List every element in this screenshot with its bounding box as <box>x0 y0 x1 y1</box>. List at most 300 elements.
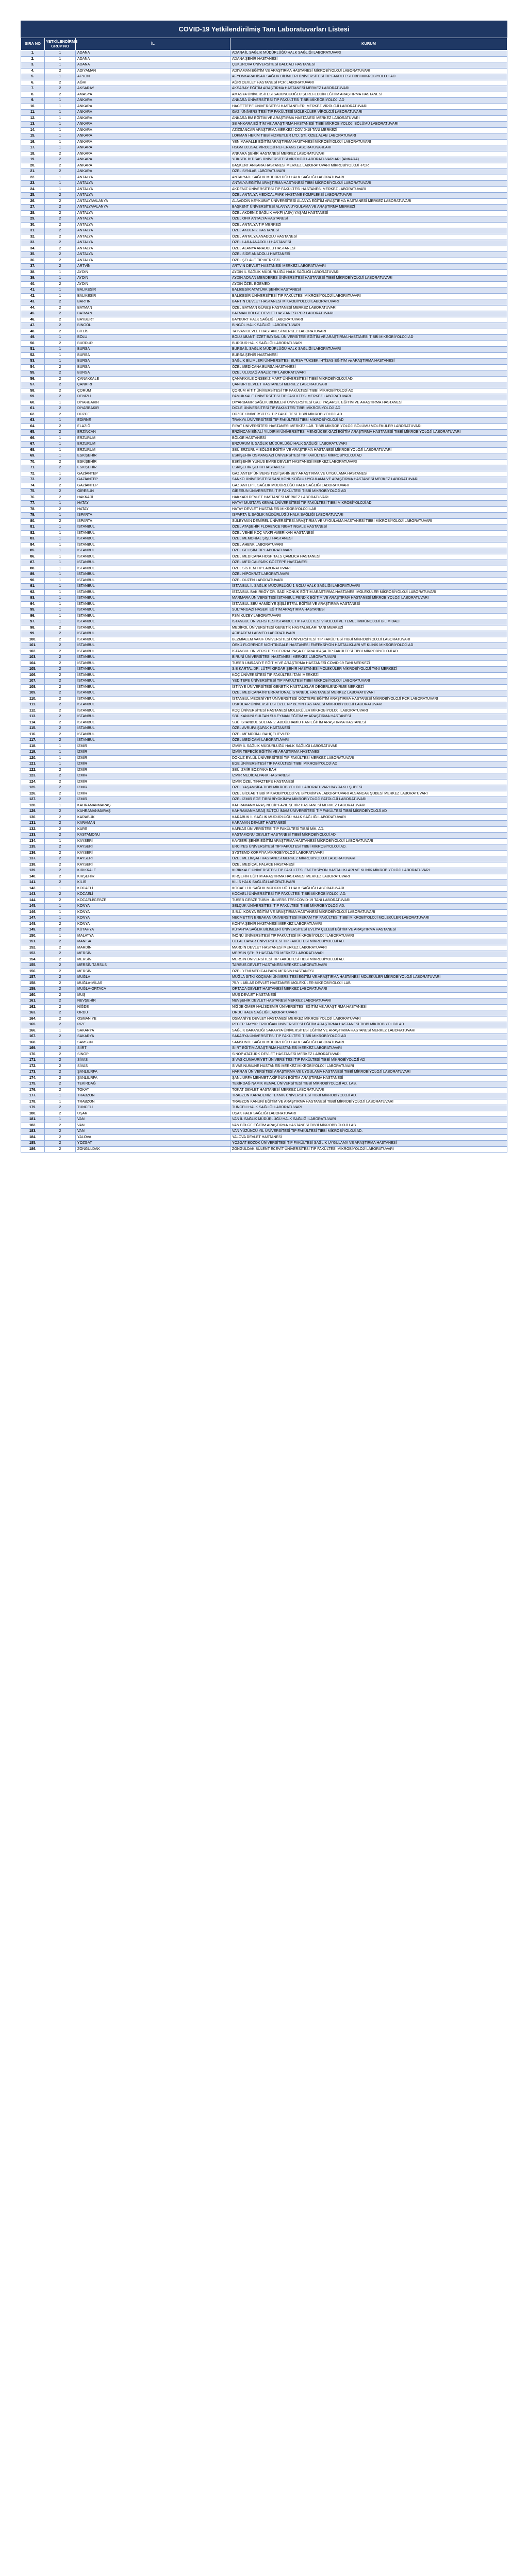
grup-no-cell: 2 <box>45 210 76 216</box>
kurum-cell: ANKARA BM EĞİTİM VE ARAŞTIRMA HASTANESİ MERKEZ LABORATUVARI <box>230 115 507 122</box>
table-row <box>21 927 507 934</box>
table-row <box>21 542 507 548</box>
il-cell: BURSA <box>76 352 230 359</box>
table-row <box>21 435 507 442</box>
grup-no-cell: 2 <box>45 216 76 223</box>
il-cell: ANTALYA <box>76 258 230 264</box>
il-cell: İSTANBUL <box>76 679 230 685</box>
kurum-cell: SİNOP ATATÜRK DEVLET HASTANESİ MERKEZ LABORATUVARI <box>230 1052 507 1058</box>
grup-no-cell: 2 <box>45 738 76 744</box>
il-cell: İSTANBUL <box>76 708 230 714</box>
il-cell: ANTALYA/ALANYA <box>76 198 230 205</box>
sira-no-cell: 83. <box>21 536 45 543</box>
grup-no-cell: 2 <box>45 205 76 211</box>
il-cell: ANTALYA <box>76 240 230 246</box>
grup-no-cell: 1 <box>45 139 76 145</box>
kurum-cell: ÖZEL ULUDAĞ ANALİZ TIP LABORATUVARI <box>230 370 507 377</box>
grup-no-cell: 1 <box>45 1093 76 1099</box>
kurum-cell: İZMİR MEDİCALPARK HASTANESİ <box>230 773 507 779</box>
table-row <box>21 773 507 779</box>
il-cell: RİZE <box>76 1022 230 1028</box>
kurum-cell: İSTANBUL ÜNİVERSİTESİ İSTANBUL TIP FAKÜLTESİ VİROLOJİ VE TEMEL İMMÜNOLOJİ BİLİM DALI <box>230 619 507 625</box>
kurum-cell: MEDİPOL ÜNİVERSİTESİ GENETİK HASTALIKLARI TANI MERKEZİ <box>230 625 507 631</box>
table-row <box>21 572 507 578</box>
il-cell: ANTALYA <box>76 175 230 181</box>
grup-no-cell: 1 <box>45 418 76 424</box>
grup-no-cell: 2 <box>45 880 76 886</box>
table-row <box>21 761 507 768</box>
grup-no-cell: 1 <box>45 904 76 910</box>
grup-no-cell: 2 <box>45 892 76 898</box>
sira-no-cell: 171. <box>21 1058 45 1064</box>
grup-no-cell: 2 <box>45 68 76 74</box>
grup-no-cell: 2 <box>45 957 76 963</box>
sira-no-cell: 54. <box>21 364 45 370</box>
grup-no-cell: 2 <box>45 406 76 412</box>
sira-no-cell: 73. <box>21 477 45 483</box>
table-row <box>21 1146 507 1153</box>
sira-no-cell: 99. <box>21 631 45 637</box>
sira-no-cell: 131. <box>21 821 45 827</box>
table-row <box>21 145 507 151</box>
grup-no-cell: 1 <box>45 513 76 519</box>
il-cell: SİNOP <box>76 1052 230 1058</box>
sira-no-cell: 141. <box>21 880 45 886</box>
sira-no-cell: 161. <box>21 998 45 1005</box>
sira-no-cell: 98. <box>21 625 45 631</box>
table-row <box>21 945 507 951</box>
il-cell: KARAMAN <box>76 821 230 827</box>
il-cell: NİĞDE <box>76 1004 230 1010</box>
sira-no-cell: 133. <box>21 833 45 839</box>
il-cell: ADANA <box>76 50 230 57</box>
il-cell: SİİRT <box>76 1046 230 1052</box>
kurum-cell: ÖZEL MEDICANA HOSPITALS ÇAMLICA HASTANESİ <box>230 554 507 560</box>
kurum-cell: İZMİR ÖZEL TINAZTEPE HASTANESİ <box>230 779 507 785</box>
il-cell: MERSİN <box>76 951 230 957</box>
il-cell: İSTANBUL <box>76 655 230 661</box>
sira-no-cell: 32. <box>21 234 45 240</box>
sira-no-cell: 113. <box>21 714 45 720</box>
kurum-cell: GAZİANTEP İL SAĞLIK MÜDÜRLÜĞÜ HALK SAĞLIĞI LABORATUVARI <box>230 483 507 489</box>
kurum-cell: BAYBURT HALK SAĞLIĞI LABORATUVARI <box>230 317 507 323</box>
table-row <box>21 246 507 252</box>
grup-no-cell: 1 <box>45 743 76 750</box>
kurum-cell: CELAL BAYAR ÜNİVERSİTESİ TIP FAKÜLTESİ MİKROBİYOLOJİ AD. <box>230 939 507 945</box>
sira-no-cell: 70. <box>21 459 45 465</box>
kurum-cell: KASTAMONU DEVLET HASTANESİ TIBBİ MİKROBİYOLOJİ AD <box>230 833 507 839</box>
kurum-cell: KARAMAN DEVLET HASTANESİ <box>230 821 507 827</box>
grup-no-cell: 2 <box>45 157 76 163</box>
il-cell: MERSİN <box>76 957 230 963</box>
table-row <box>21 904 507 910</box>
sira-no-cell: 13. <box>21 122 45 128</box>
sira-no-cell: 41. <box>21 287 45 294</box>
sira-no-cell: 122. <box>21 767 45 773</box>
kurum-cell: MUĞLA SITKI KOÇMAN ÜNİVERSİTESİ EĞİTİM VE ARAŞTIRMA HASTANESİ MOLEKÜLER MİKROBİYOLOJİ LABORATUVARI <box>230 975 507 981</box>
kurum-cell: SAKARYA ÜNİVERSİTESİ TIP FAKÜLTESİ TIBBİ MİKROBİYOLOJİ AD <box>230 1034 507 1040</box>
grup-no-cell: 2 <box>45 1058 76 1064</box>
sira-no-cell: 186. <box>21 1146 45 1153</box>
sira-no-cell: 55. <box>21 370 45 377</box>
table-row <box>21 856 507 862</box>
sira-no-cell: 16. <box>21 139 45 145</box>
grup-no-cell: 1 <box>45 536 76 543</box>
table-row <box>21 122 507 128</box>
grup-no-cell: 2 <box>45 459 76 465</box>
il-cell: ANKARA <box>76 122 230 128</box>
table-row <box>21 151 507 157</box>
il-cell: İSTANBUL <box>76 684 230 690</box>
table-row <box>21 50 507 57</box>
il-cell: ERZİNCAN <box>76 430 230 436</box>
il-cell: ANTALYA <box>76 228 230 234</box>
grup-no-cell: 1 <box>45 886 76 892</box>
sira-no-cell: 21. <box>21 169 45 175</box>
grup-no-cell: 1 <box>45 335 76 341</box>
il-cell: ADANA <box>76 62 230 69</box>
sira-no-cell: 17. <box>21 145 45 151</box>
sira-no-cell: 154. <box>21 957 45 963</box>
il-cell: KONYA <box>76 921 230 927</box>
sira-no-cell: 107. <box>21 679 45 685</box>
table-row <box>21 210 507 216</box>
table-row <box>21 370 507 377</box>
table-row <box>21 341 507 347</box>
kurum-cell: BİRUNİ ÜNİVERSİTESİ HASTANESİ MERKEZ LABORATUVARI <box>230 655 507 661</box>
table-row <box>21 459 507 465</box>
il-cell: NEVŞEHİR <box>76 998 230 1005</box>
table-row <box>21 1004 507 1010</box>
kurum-cell: PAMUKKALE ÜNİVERSİTESİ TIP FAKÜLTESİ MERKEZ LABORATUVARI <box>230 394 507 400</box>
il-cell: AFYON <box>76 74 230 80</box>
sira-no-cell: 36. <box>21 258 45 264</box>
grup-no-cell: 1 <box>45 74 76 80</box>
table-body <box>21 50 507 1153</box>
kurum-cell: AYDIN ÖZEL EGEMED <box>230 281 507 287</box>
table-row <box>21 447 507 453</box>
sira-no-cell: 64. <box>21 423 45 430</box>
il-cell: MUĞLA <box>76 975 230 981</box>
table-row <box>21 518 507 524</box>
table-row <box>21 702 507 708</box>
table-row <box>21 92 507 98</box>
il-cell: ELAZIĞ <box>76 423 230 430</box>
kurum-cell: İNÖNÜ ÜNİVERSİTESİ TIP FAKÜLTESİ MİKROBİYOLOJİ LABORATUVARI <box>230 933 507 939</box>
kurum-cell: ANTALYA İL SAĞLIK MÜDÜRLÜĞÜ HALK SAĞLIĞI LABORATUVARI <box>230 175 507 181</box>
il-cell: ERZURUM <box>76 435 230 442</box>
grup-no-cell: 2 <box>45 1075 76 1081</box>
kurum-cell: SAMSUN İL SAĞLIK MÜDÜRLÜĞÜ HALK SAĞLIĞI LABORATUVARI <box>230 1040 507 1046</box>
kurum-cell: ÇANAKKALE ONSEKİZ MART ÜNİVERSİTESİ TIBBİ MİKROBİYOLOJİ AD. <box>230 376 507 382</box>
table-row <box>21 767 507 773</box>
sira-no-cell: 43. <box>21 299 45 306</box>
il-cell: ESKİŞEHİR <box>76 453 230 460</box>
kurum-cell: ÖZEL İZMİR EGE TIBBİ BİYOKİMYA MİKROBİYOLOJİ PATOLOJİ LABORATUVARI <box>230 797 507 803</box>
table-row <box>21 477 507 483</box>
table-row <box>21 453 507 460</box>
table-row <box>21 696 507 702</box>
table-row <box>21 86 507 92</box>
kurum-cell: KOÇ ÜNİVERSİTESİ TIP FAKÜLTESİ TANI MERKEZİ <box>230 672 507 679</box>
table-row <box>21 631 507 637</box>
il-cell: OSMANİYE <box>76 1016 230 1022</box>
sira-no-cell: 1. <box>21 50 45 57</box>
sira-no-cell: 185. <box>21 1141 45 1147</box>
grup-no-cell: 2 <box>45 797 76 803</box>
table-row <box>21 198 507 205</box>
sira-no-cell: 129. <box>21 809 45 815</box>
grup-no-cell: 2 <box>45 815 76 821</box>
kurum-cell: YALOVA DEVLET HASTANESİ <box>230 1134 507 1141</box>
kurum-cell: AMASYA ÜNİVERSİTESİ SABUNCUOĞLU ŞEREFEDDİN EĞİTİM ARAŞTIRMA HASTANESİ <box>230 92 507 98</box>
il-cell: KIRIKKALE <box>76 868 230 874</box>
grup-no-cell: 1 <box>45 755 76 761</box>
kurum-cell: KAYSERİ ŞEHİR EĞİTİM ARAŞTIRMA HASTANESİ MİKROBİYOLOJİ LABORATUVARI <box>230 838 507 844</box>
il-cell: İSTANBUL <box>76 631 230 637</box>
sira-no-cell: 28. <box>21 210 45 216</box>
il-cell: İSTANBUL <box>76 660 230 667</box>
table-row <box>21 352 507 359</box>
kurum-cell: ÇANKIRI DEVLET HASTANESİ MERKEZ LABORATUVARI <box>230 382 507 388</box>
grup-no-cell: 2 <box>45 833 76 839</box>
table-row <box>21 110 507 116</box>
il-cell: AYDIN <box>76 269 230 276</box>
kurum-cell: ÜSKÜDAR ÜNİVERSİTESİ ÖZEL NP BEYİN HASTANESİ MİKROBİYOLOJİ LABORATUVARI <box>230 702 507 708</box>
kurum-cell: ÖZEL MEMORİAL BAHÇELİEVLER <box>230 732 507 738</box>
table-row <box>21 293 507 299</box>
grup-no-cell: 1 <box>45 400 76 406</box>
table-row <box>21 181 507 187</box>
sira-no-cell: 47. <box>21 323 45 329</box>
grup-no-cell: 2 <box>45 198 76 205</box>
grup-no-cell: 2 <box>45 1123 76 1129</box>
grup-no-cell: 2 <box>45 1141 76 1147</box>
kurum-cell: S.B KARTAL DR. LÜTFİ KIRDAR ŞEHİR HASTANESİ MOLEKÜLER MİKROBİYOLOJİ TANI MERKEZİ <box>230 667 507 673</box>
kurum-cell: ÖZEL SİSTEM TIP LABORATUVARI <box>230 566 507 572</box>
kurum-cell: ÖZEL ATAŞEHİR FLORENCE NIGHTINGALE HASTANESİ <box>230 524 507 531</box>
table-row <box>21 738 507 744</box>
sira-no-cell: 116. <box>21 732 45 738</box>
grup-no-cell: 2 <box>45 341 76 347</box>
il-cell: MALATYA <box>76 933 230 939</box>
sira-no-cell: 22. <box>21 175 45 181</box>
grup-no-cell: 1 <box>45 133 76 140</box>
grup-no-cell: 1 <box>45 909 76 916</box>
grup-no-cell: 2 <box>45 1087 76 1093</box>
table-row <box>21 264 507 270</box>
kurum-cell: GİRESUN ÜNİVERSİTESİ TIP FAKÜLTESİ TIBBİ MİKROBİYOLOJİ AD <box>230 489 507 495</box>
sira-no-cell: 148. <box>21 921 45 927</box>
sira-no-cell: 49. <box>21 335 45 341</box>
il-cell: ANTALYA <box>76 187 230 193</box>
kurum-cell: KÜTAHYA SAĞLIK BİLİMLERİ ÜNİVERSİTESİ EVLİYA ÇELEBİ EĞİTİM VE ARAŞTIRMA HASTANESİ <box>230 927 507 934</box>
il-cell: İSTANBUL <box>76 572 230 578</box>
il-cell: ANTALYA <box>76 234 230 240</box>
kurum-cell: KONYA ŞEHİR HASTANESİ MERKEZ LABORATUVARI <box>230 921 507 927</box>
grup-no-cell: 2 <box>45 1022 76 1028</box>
laboratory-table <box>21 38 507 1153</box>
table-row <box>21 524 507 531</box>
il-cell: SAKARYA <box>76 1028 230 1034</box>
grup-no-cell: 1 <box>45 435 76 442</box>
grup-no-cell: 1 <box>45 589 76 596</box>
kurum-cell: ADANA İL SAĞLIK MÜDÜRLÜĞÜ HALK SAĞLIĞI LABORATUVARI <box>230 50 507 57</box>
sira-no-cell: 14. <box>21 127 45 133</box>
grup-no-cell: 2 <box>45 281 76 287</box>
table-row <box>21 672 507 679</box>
kurum-cell: SBÜ İZMİR BOZYAKA EAH <box>230 767 507 773</box>
il-cell: VAN <box>76 1129 230 1135</box>
grup-no-cell: 2 <box>45 856 76 862</box>
table-row <box>21 815 507 821</box>
grup-no-cell: 2 <box>45 234 76 240</box>
sira-no-cell: 27. <box>21 205 45 211</box>
table-row <box>21 62 507 69</box>
kurum-cell: ZONGULDAK BÜLENT ECEVİT ÜNİVERSİTESİ TIP FAKÜLTESİ MİKROBİYOLOJİ LABORATUVARI <box>230 1146 507 1153</box>
table-row <box>21 276 507 282</box>
table-row <box>21 139 507 145</box>
grup-no-cell: 1 <box>45 50 76 57</box>
grup-no-cell: 1 <box>45 352 76 359</box>
grup-no-cell: 2 <box>45 708 76 714</box>
il-cell: İSTANBUL <box>76 696 230 702</box>
sira-no-cell: 78. <box>21 506 45 513</box>
il-cell: KAHRAMANMARAŞ <box>76 803 230 809</box>
il-cell: İZMİR <box>76 743 230 750</box>
kurum-cell: FSM KUZEY LABORATUVARI <box>230 613 507 619</box>
il-cell: DENİZLİ <box>76 394 230 400</box>
grup-no-cell: 2 <box>45 702 76 708</box>
il-cell: KAHRAMANMARAŞ <box>76 809 230 815</box>
kurum-cell: HARRAN ÜNİVERSİTESİ ARAŞTIRMA VE UYGULAMA HASTANESİ TIBBİ MİKROBİYOLOJİ LABORATUVARI <box>230 1070 507 1076</box>
table-row <box>21 566 507 572</box>
table-row <box>21 791 507 797</box>
kurum-cell: BOLU ABANT İZZET BAYSAL ÜNİVERSİTESİ EĞİTİM VE ARAŞTIRMA HASTANESİ TIBBİ MİKROBİYOLOJİ AD <box>230 335 507 341</box>
sira-no-cell: 65. <box>21 430 45 436</box>
grup-no-cell: 2 <box>45 862 76 868</box>
kurum-cell: ÖZEL MELİKŞAH HASTANESİ MERKEZ MİKROBİYOLOJİ LABORATUVARI <box>230 856 507 862</box>
sira-no-cell: 15. <box>21 133 45 140</box>
kurum-cell: TOKAT DEVLET HASTANESİ MERKEZ LABORATUVARI <box>230 1087 507 1093</box>
table-row <box>21 506 507 513</box>
kurum-cell: DOKUZ EYLÜL ÜNİVERSİTESİ TIP FAKÜLTESİ MERKEZ LABORATUVARI <box>230 755 507 761</box>
table-row <box>21 364 507 370</box>
kurum-cell: SBÜ KANUNİ SULTAN SÜLEYMAN EĞİTİM ve ARAŞTIRMA HASTANESİ <box>230 714 507 720</box>
table-header-row <box>21 38 507 50</box>
sira-no-cell: 142. <box>21 886 45 892</box>
table-row <box>21 394 507 400</box>
grup-no-cell: 1 <box>45 127 76 133</box>
il-cell: ANTALYA <box>76 246 230 252</box>
sira-no-cell: 35. <box>21 252 45 258</box>
table-row <box>21 755 507 761</box>
grup-no-cell: 2 <box>45 969 76 975</box>
header-grup-no: YETKİLENDİRME GRUP NO <box>45 38 76 50</box>
il-cell: ANKARA <box>76 133 230 140</box>
il-cell: ŞANLIURFA <box>76 1075 230 1081</box>
sira-no-cell: 90. <box>21 578 45 584</box>
table-row <box>21 1022 507 1028</box>
il-cell: İSTANBUL <box>76 672 230 679</box>
kurum-cell: AZİZSANCAR ARAŞTIRMA MERKEZİ COVID-19 TANI MERKEZİ <box>230 127 507 133</box>
il-cell: BARTIN <box>76 299 230 306</box>
table-row <box>21 1028 507 1034</box>
sira-no-cell: 106. <box>21 672 45 679</box>
sira-no-cell: 61. <box>21 406 45 412</box>
il-cell: TOKAT <box>76 1087 230 1093</box>
kurum-cell: TATVAN DEVLET HASTANESİ MERKEZ LABORATUVARI <box>230 329 507 335</box>
table-row <box>21 317 507 323</box>
kurum-cell: ÖZEL ANTALYA TIP MERKEZİ <box>230 222 507 228</box>
sira-no-cell: 163. <box>21 1010 45 1016</box>
kurum-cell: KİLİS HALK SAĞLIĞI LABORATUVARI <box>230 880 507 886</box>
kurum-cell: HACETTEPE ÜNİVERSİTESİ HASTANELERİ MERKEZ VİROLOJİ LABORATUVARI <box>230 104 507 110</box>
table-row <box>21 797 507 803</box>
kurum-cell: KIRŞEHİR EĞİTİM ARAŞTIRMA HASTANESİ MERKEZ LABORATUVARI <box>230 874 507 880</box>
grup-no-cell: 2 <box>45 844 76 851</box>
grup-no-cell: 2 <box>45 631 76 637</box>
grup-no-cell: 2 <box>45 228 76 234</box>
il-cell: MUŞ <box>76 992 230 998</box>
il-cell: İSTANBUL <box>76 554 230 560</box>
table-row <box>21 74 507 80</box>
kurum-cell: SULTANGAZİ HASEKİ EĞİTİM ARAŞTIRMA HASTANESİ <box>230 607 507 614</box>
table-row <box>21 269 507 276</box>
sira-no-cell: 157. <box>21 975 45 981</box>
sira-no-cell: 145. <box>21 904 45 910</box>
kurum-cell: ÖZEL ŞELALE TIP MERKEZİ <box>230 258 507 264</box>
il-cell: KONYA <box>76 909 230 916</box>
kurum-cell: ESKİŞEHİR OSMANGAZİ ÜNİVERSİTESİ TIP FAKÜLTESİ MİKROBİYOLOJİ AD <box>230 453 507 460</box>
grup-no-cell: 2 <box>45 672 76 679</box>
il-cell: DİYARBAKIR <box>76 406 230 412</box>
table-row <box>21 423 507 430</box>
kurum-cell: KAHRAMANMARAŞ NECİP FAZIL ŞEHİR HASTANESİ MERKEZ LABORATUVARI <box>230 803 507 809</box>
table-row <box>21 1134 507 1141</box>
kurum-cell: MERSİN ŞEHİR HASTANESİ MERKEZ LABORATUVARI <box>230 951 507 957</box>
sira-no-cell: 62. <box>21 412 45 418</box>
il-cell: ANTALYA <box>76 222 230 228</box>
kurum-cell: ARTVİN DEVLET HASTANESİ MERKEZ LABORATUVARI <box>230 264 507 270</box>
kurum-cell: BURSA ŞEHİR HASTANESİ <box>230 352 507 359</box>
grup-no-cell: 1 <box>45 287 76 294</box>
kurum-cell: ERZURUM İL SAĞLIK MÜDÜRLÜĞÜ HALK SAĞLIĞI LABORATUVARI <box>230 442 507 448</box>
grup-no-cell: 2 <box>45 850 76 856</box>
sira-no-cell: 121. <box>21 761 45 768</box>
sira-no-cell: 79. <box>21 513 45 519</box>
sira-no-cell: 124. <box>21 779 45 785</box>
kurum-cell: ÇUKUROVA ÜNİVERSİTESİ BALCALI HASTANESİ <box>230 62 507 69</box>
table-row <box>21 412 507 418</box>
il-cell: KOCAELİ/GEBZE <box>76 897 230 904</box>
sira-no-cell: 105. <box>21 667 45 673</box>
sira-no-cell: 86. <box>21 554 45 560</box>
grup-no-cell: 2 <box>45 430 76 436</box>
kurum-cell: ANKARA ŞEHİR HASTANESİ MERKEZ LABORATUVARI <box>230 151 507 157</box>
sira-no-cell: 151. <box>21 939 45 945</box>
grup-no-cell: 1 <box>45 566 76 572</box>
table-row <box>21 1111 507 1117</box>
il-cell: ERZURUM <box>76 447 230 453</box>
il-cell: İSTANBUL <box>76 732 230 738</box>
table-row <box>21 975 507 981</box>
grup-no-cell: 2 <box>45 388 76 394</box>
grup-no-cell: 2 <box>45 939 76 945</box>
table-row <box>21 589 507 596</box>
grup-no-cell: 2 <box>45 86 76 92</box>
il-cell: AKSARAY <box>76 86 230 92</box>
